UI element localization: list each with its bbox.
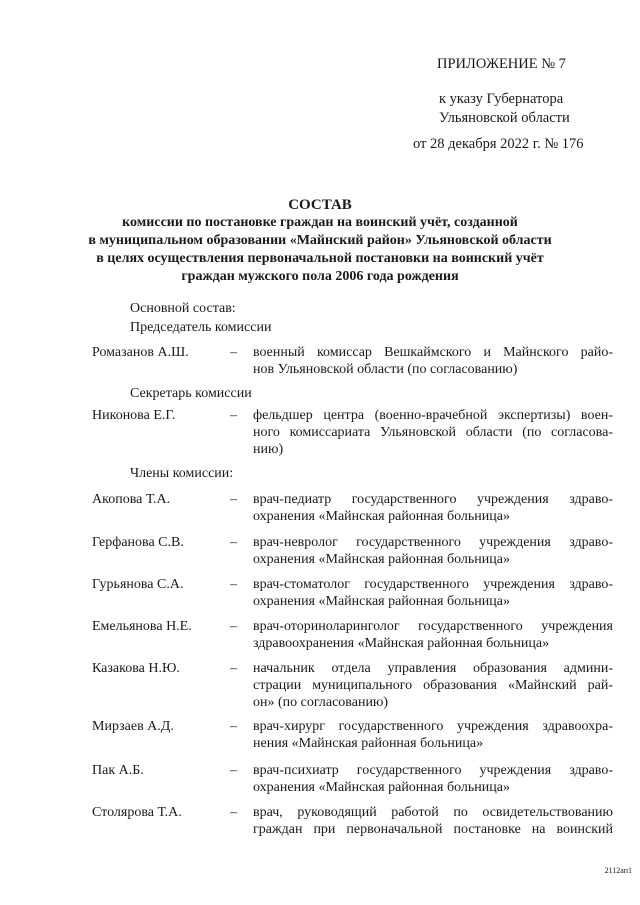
member-role-line: врач-стоматолог государственного учреждения здраво- (253, 577, 613, 592)
member-name: Акопова Т.А. (92, 492, 171, 507)
section-main: Основной состав: (130, 301, 236, 316)
section-chair: Председатель комиссии (130, 320, 272, 335)
document-heading: СОСТАВ (288, 197, 352, 213)
member-role-line: врач-невролог государственного учреждения здраво- (253, 535, 613, 550)
member-role-line: нию) (253, 442, 284, 457)
member-role-line: врач, руководящий работой по освидетельствованию (253, 805, 613, 820)
section-members: Члены комиссии: (130, 466, 234, 481)
member-name: Герфанова С.В. (92, 535, 184, 550)
member-role-line: охранения «Майнская районная больница» (253, 594, 510, 609)
title-line-1: комиссии по постановке граждан на воинский учёт, созданной (122, 215, 518, 230)
document-code: 2112ап1 (604, 866, 632, 875)
member-role-line: страции муниципального образования «Майнский рай- (253, 678, 613, 693)
member-role-line: врач-хирург государственного учреждения здравоохра- (253, 719, 613, 734)
dash: – (230, 719, 237, 734)
member-role-line: ного комиссариата Ульяновской области (по согласова- (253, 425, 613, 440)
member-role-line: врач-психиатр государственного учреждения здраво- (253, 763, 613, 778)
member-role-line: нов Ульяновской области (по согласованию) (253, 362, 518, 377)
member-role-line: охранения «Майнская районная больница» (253, 552, 510, 567)
member-name: Мирзаев А.Д. (92, 719, 174, 734)
dash: – (230, 535, 237, 550)
member-name: Казакова Н.Ю. (92, 661, 180, 676)
dash: – (230, 577, 237, 592)
dash: – (230, 619, 237, 634)
member-role-line: здравоохранения «Майнская районная больница» (253, 636, 550, 651)
section-secretary: Секретарь комиссии (130, 386, 252, 401)
member-role-line: начальник отдела управления образования админи- (253, 661, 613, 676)
member-name: Ромазанов А.Ш. (92, 345, 189, 360)
member-name: Никонова Е.Г. (92, 408, 176, 423)
title-line-4: граждан мужского пола 2006 года рождения (181, 269, 459, 284)
title-line-2: в муниципальном образовании «Майнский район» Ульяновской области (88, 233, 552, 248)
dash: – (230, 345, 237, 360)
dash: – (230, 661, 237, 676)
dash: – (230, 408, 237, 423)
member-role-line: охранения «Майнская районная больница» (253, 780, 510, 795)
member-role-line: он» (по согласованию) (253, 695, 389, 710)
member-name: Емельянова Н.Е. (92, 619, 192, 634)
member-role-line: граждан при первоначальной постановке на воинский (253, 822, 613, 837)
dash: – (230, 492, 237, 507)
member-role-line: нения «Майнская районная больница» (253, 736, 484, 751)
member-role-line: фельдшер центра (военно-врачебной экспертизы) воен- (253, 408, 613, 423)
member-role-line: военный комиссар Вешкаймского и Майнского райо- (253, 345, 613, 360)
member-name: Пак А.Б. (92, 763, 144, 778)
member-role-line: врач-оториноларинголог государственного учреждения (253, 619, 613, 634)
dash: – (230, 805, 237, 820)
decree-line-2: Ульяновской области (439, 110, 570, 126)
member-name: Гурьянова С.А. (92, 577, 184, 592)
member-name: Столярова Т.А. (92, 805, 182, 820)
member-role-line: охранения «Майнская районная больница» (253, 509, 510, 524)
decree-line-1: к указу Губернатора (439, 91, 564, 107)
member-role-line: врач-педиатр государственного учреждения здраво- (253, 492, 613, 507)
appendix-label: ПРИЛОЖЕНИЕ № 7 (437, 56, 566, 72)
dash: – (230, 763, 237, 778)
decree-date: от 28 декабря 2022 г. № 176 (413, 136, 584, 152)
title-line-3: в целях осуществления первоначальной постановки на воинский учёт (96, 251, 544, 266)
